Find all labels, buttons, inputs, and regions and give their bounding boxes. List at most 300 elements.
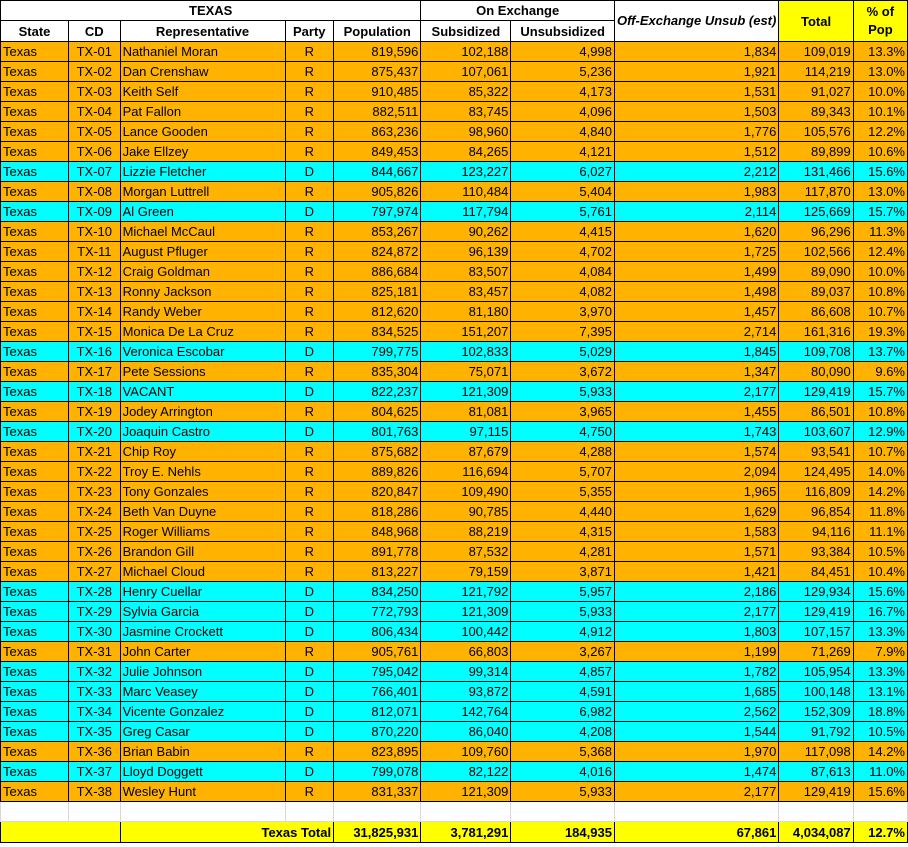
cell-pct-pop: 15.6% — [853, 162, 907, 182]
cell-cd: TX-31 — [69, 642, 121, 662]
cell-state: Texas — [1, 382, 69, 402]
cell-off-exchange: 1,583 — [614, 522, 778, 542]
cell-off-exchange: 1,544 — [614, 722, 778, 742]
cell-pct-pop: 10.6% — [853, 142, 907, 162]
cell-pct-pop: 10.0% — [853, 82, 907, 102]
cell-cd: TX-12 — [69, 262, 121, 282]
cell-unsubsidized: 5,761 — [511, 202, 615, 222]
cell-pct-pop: 15.7% — [853, 382, 907, 402]
cell-party: R — [285, 642, 334, 662]
cell-total: 105,954 — [779, 662, 853, 682]
cell-cd: TX-19 — [69, 402, 121, 422]
cell-cd: TX-38 — [69, 782, 121, 802]
cell-representative: Jake Ellzey — [120, 142, 285, 162]
cell-representative: Greg Casar — [120, 722, 285, 742]
cell-population: 848,968 — [334, 522, 421, 542]
table-row — [1, 262, 908, 282]
cell-representative: Jasmine Crockett — [120, 622, 285, 642]
cell-off-exchange: 1,571 — [614, 542, 778, 562]
cell-cd: TX-15 — [69, 322, 121, 342]
cell-representative: Dan Crenshaw — [120, 62, 285, 82]
cell-population: 844,667 — [334, 162, 421, 182]
cell-party: R — [285, 262, 334, 282]
cell-party: R — [285, 302, 334, 322]
cell-state: Texas — [1, 622, 69, 642]
cell-population: 825,181 — [334, 282, 421, 302]
cell-population: 824,872 — [334, 242, 421, 262]
cell-off-exchange: 1,474 — [614, 762, 778, 782]
cell-party: R — [285, 42, 334, 62]
cell-pct-pop: 16.7% — [853, 602, 907, 622]
cell-unsubsidized: 4,082 — [511, 282, 615, 302]
cell-unsubsidized: 5,707 — [511, 462, 615, 482]
cell-cd: TX-36 — [69, 742, 121, 762]
table-row — [1, 522, 908, 542]
cell-off-exchange: 2,177 — [614, 382, 778, 402]
cell-subsidized: 151,207 — [421, 322, 511, 342]
cell-party: R — [285, 402, 334, 422]
totals-off-exchange: 67,861 — [614, 822, 778, 843]
cell-total: 102,566 — [779, 242, 853, 262]
col-header-party: Party — [285, 21, 334, 42]
group-title: TEXAS — [1, 1, 421, 21]
cell-state: Texas — [1, 62, 69, 82]
cell-party: R — [285, 282, 334, 302]
cell-population: 891,778 — [334, 542, 421, 562]
cell-population: 820,847 — [334, 482, 421, 502]
cell-party: D — [285, 422, 334, 442]
cell-unsubsidized: 5,957 — [511, 582, 615, 602]
cell-state: Texas — [1, 102, 69, 122]
cell-cd: TX-08 — [69, 182, 121, 202]
cell-cd: TX-10 — [69, 222, 121, 242]
cell-off-exchange: 2,177 — [614, 602, 778, 622]
cell-total: 93,384 — [779, 542, 853, 562]
table-row — [1, 782, 908, 802]
col-header-cd: CD — [69, 21, 121, 42]
col-header-subsidized: Subsidized — [421, 21, 511, 42]
cell-party: R — [285, 502, 334, 522]
cell-population: 813,227 — [334, 562, 421, 582]
cell-pct-pop: 10.4% — [853, 562, 907, 582]
cell-subsidized: 79,159 — [421, 562, 511, 582]
cell-population: 797,974 — [334, 202, 421, 222]
cell-off-exchange: 1,983 — [614, 182, 778, 202]
cell-cd: TX-14 — [69, 302, 121, 322]
cell-off-exchange: 1,199 — [614, 642, 778, 662]
cell-state: Texas — [1, 442, 69, 462]
cell-off-exchange: 1,512 — [614, 142, 778, 162]
cell-state: Texas — [1, 182, 69, 202]
cell-subsidized: 116,694 — [421, 462, 511, 482]
cell-pct-pop: 13.3% — [853, 42, 907, 62]
cell-off-exchange: 2,177 — [614, 782, 778, 802]
cell-state: Texas — [1, 362, 69, 382]
cell-off-exchange: 2,114 — [614, 202, 778, 222]
cell-population: 823,895 — [334, 742, 421, 762]
cell-unsubsidized: 3,970 — [511, 302, 615, 322]
cell-cd: TX-07 — [69, 162, 121, 182]
spacer-cell — [421, 802, 511, 822]
cell-total: 87,613 — [779, 762, 853, 782]
cell-off-exchange: 1,834 — [614, 42, 778, 62]
cell-state: Texas — [1, 682, 69, 702]
cell-subsidized: 121,309 — [421, 782, 511, 802]
cell-representative: Morgan Luttrell — [120, 182, 285, 202]
cell-total: 152,309 — [779, 702, 853, 722]
cell-population: 882,511 — [334, 102, 421, 122]
cell-party: R — [285, 562, 334, 582]
table-row — [1, 382, 908, 402]
cell-cd: TX-04 — [69, 102, 121, 122]
cell-total: 114,219 — [779, 62, 853, 82]
cell-pct-pop: 11.8% — [853, 502, 907, 522]
cell-representative: Pete Sessions — [120, 362, 285, 382]
col-header-representative: Representative — [120, 21, 285, 42]
cell-subsidized: 75,071 — [421, 362, 511, 382]
cell-subsidized: 96,139 — [421, 242, 511, 262]
cell-off-exchange: 1,685 — [614, 682, 778, 702]
cell-total: 100,148 — [779, 682, 853, 702]
cell-representative: Ronny Jackson — [120, 282, 285, 302]
cell-off-exchange: 1,620 — [614, 222, 778, 242]
cell-unsubsidized: 5,236 — [511, 62, 615, 82]
table-row — [1, 422, 908, 442]
table-row — [1, 722, 908, 742]
cell-off-exchange: 1,725 — [614, 242, 778, 262]
cell-off-exchange: 1,921 — [614, 62, 778, 82]
cell-subsidized: 85,322 — [421, 82, 511, 102]
cell-party: R — [285, 82, 334, 102]
cell-state: Texas — [1, 462, 69, 482]
cell-population: 849,453 — [334, 142, 421, 162]
cell-cd: TX-24 — [69, 502, 121, 522]
cell-total: 117,098 — [779, 742, 853, 762]
cell-total: 93,541 — [779, 442, 853, 462]
cell-subsidized: 142,764 — [421, 702, 511, 722]
cell-unsubsidized: 4,288 — [511, 442, 615, 462]
cell-total: 96,296 — [779, 222, 853, 242]
table-row — [1, 202, 908, 222]
cell-party: D — [285, 602, 334, 622]
cell-party: D — [285, 622, 334, 642]
cell-representative: Pat Fallon — [120, 102, 285, 122]
cell-party: R — [285, 322, 334, 342]
table-row — [1, 222, 908, 242]
cell-representative: Brian Babin — [120, 742, 285, 762]
cell-pct-pop: 13.0% — [853, 62, 907, 82]
spacer-cell — [1, 802, 69, 822]
table-row — [1, 462, 908, 482]
cell-subsidized: 82,122 — [421, 762, 511, 782]
cell-population: 853,267 — [334, 222, 421, 242]
table-row — [1, 42, 908, 62]
cell-unsubsidized: 4,702 — [511, 242, 615, 262]
cell-total: 86,608 — [779, 302, 853, 322]
cell-subsidized: 81,081 — [421, 402, 511, 422]
cell-subsidized: 84,265 — [421, 142, 511, 162]
cell-subsidized: 83,745 — [421, 102, 511, 122]
cell-population: 889,826 — [334, 462, 421, 482]
table-row — [1, 582, 908, 602]
cell-unsubsidized: 4,121 — [511, 142, 615, 162]
cell-pct-pop: 7.9% — [853, 642, 907, 662]
cell-representative: Julie Johnson — [120, 662, 285, 682]
cell-representative: Lloyd Doggett — [120, 762, 285, 782]
cell-representative: John Carter — [120, 642, 285, 662]
cell-pct-pop: 10.7% — [853, 442, 907, 462]
cell-total: 117,870 — [779, 182, 853, 202]
spacer-cell — [614, 802, 778, 822]
cell-state: Texas — [1, 582, 69, 602]
table-row — [1, 742, 908, 762]
table-row — [1, 642, 908, 662]
cell-state: Texas — [1, 42, 69, 62]
cell-pct-pop: 11.3% — [853, 222, 907, 242]
cell-cd: TX-18 — [69, 382, 121, 402]
cell-state: Texas — [1, 602, 69, 622]
cell-unsubsidized: 5,404 — [511, 182, 615, 202]
cell-party: R — [285, 522, 334, 542]
cell-state: Texas — [1, 742, 69, 762]
cell-party: R — [285, 102, 334, 122]
cell-unsubsidized: 6,027 — [511, 162, 615, 182]
header-row-top — [1, 1, 908, 21]
cell-pct-pop: 10.8% — [853, 402, 907, 422]
cell-off-exchange: 1,782 — [614, 662, 778, 682]
cell-off-exchange: 1,455 — [614, 402, 778, 422]
cell-pct-pop: 15.6% — [853, 782, 907, 802]
spacer-cell — [120, 802, 285, 822]
cell-state: Texas — [1, 562, 69, 582]
cell-subsidized: 117,794 — [421, 202, 511, 222]
cell-cd: TX-11 — [69, 242, 121, 262]
table-row — [1, 62, 908, 82]
cell-representative: Monica De La Cruz — [120, 322, 285, 342]
table-row — [1, 622, 908, 642]
table-row — [1, 602, 908, 622]
table-row — [1, 142, 908, 162]
cell-population: 801,763 — [334, 422, 421, 442]
cell-total: 124,495 — [779, 462, 853, 482]
cell-unsubsidized: 5,933 — [511, 602, 615, 622]
cell-cd: TX-27 — [69, 562, 121, 582]
totals-subsidized: 3,781,291 — [421, 822, 511, 843]
cell-total: 91,792 — [779, 722, 853, 742]
totals-total: 4,034,087 — [779, 822, 853, 843]
cell-total: 96,854 — [779, 502, 853, 522]
cell-pct-pop: 11.0% — [853, 762, 907, 782]
cell-population: 804,625 — [334, 402, 421, 422]
cell-party: R — [285, 462, 334, 482]
cell-state: Texas — [1, 122, 69, 142]
cell-subsidized: 86,040 — [421, 722, 511, 742]
cell-cd: TX-21 — [69, 442, 121, 462]
cell-cd: TX-09 — [69, 202, 121, 222]
cell-subsidized: 110,484 — [421, 182, 511, 202]
cell-party: D — [285, 662, 334, 682]
cell-cd: TX-06 — [69, 142, 121, 162]
cell-population: 812,620 — [334, 302, 421, 322]
cell-population: 910,485 — [334, 82, 421, 102]
cell-party: R — [285, 62, 334, 82]
spacer-row — [1, 802, 908, 822]
cell-party: R — [285, 442, 334, 462]
cell-representative: Henry Cuellar — [120, 582, 285, 602]
cell-representative: Randy Weber — [120, 302, 285, 322]
cell-population: 834,525 — [334, 322, 421, 342]
cell-unsubsidized: 4,440 — [511, 502, 615, 522]
cell-total: 94,116 — [779, 522, 853, 542]
cell-off-exchange: 1,421 — [614, 562, 778, 582]
cell-off-exchange: 1,457 — [614, 302, 778, 322]
cell-total: 86,501 — [779, 402, 853, 422]
cell-population: 818,286 — [334, 502, 421, 522]
cell-unsubsidized: 4,281 — [511, 542, 615, 562]
cell-state: Texas — [1, 642, 69, 662]
cell-unsubsidized: 5,029 — [511, 342, 615, 362]
cell-cd: TX-20 — [69, 422, 121, 442]
cell-subsidized: 121,792 — [421, 582, 511, 602]
cell-state: Texas — [1, 502, 69, 522]
cell-unsubsidized: 4,315 — [511, 522, 615, 542]
cell-unsubsidized: 3,267 — [511, 642, 615, 662]
total-header: Total — [779, 1, 853, 42]
spacer-cell — [853, 802, 907, 822]
cell-unsubsidized: 3,965 — [511, 402, 615, 422]
cell-subsidized: 90,785 — [421, 502, 511, 522]
table-row — [1, 302, 908, 322]
cell-cd: TX-01 — [69, 42, 121, 62]
cell-party: R — [285, 362, 334, 382]
cell-pct-pop: 11.1% — [853, 522, 907, 542]
cell-off-exchange: 2,186 — [614, 582, 778, 602]
totals-label: Texas Total — [120, 822, 334, 843]
cell-population: 834,250 — [334, 582, 421, 602]
cell-subsidized: 66,803 — [421, 642, 511, 662]
cell-cd: TX-25 — [69, 522, 121, 542]
cell-off-exchange: 1,845 — [614, 342, 778, 362]
cell-pct-pop: 10.5% — [853, 722, 907, 742]
cell-off-exchange: 1,629 — [614, 502, 778, 522]
cell-unsubsidized: 4,084 — [511, 262, 615, 282]
cell-cd: TX-33 — [69, 682, 121, 702]
cell-population: 806,434 — [334, 622, 421, 642]
cell-party: D — [285, 682, 334, 702]
table-row — [1, 342, 908, 362]
table-row — [1, 242, 908, 262]
cell-state: Texas — [1, 482, 69, 502]
cell-population: 766,401 — [334, 682, 421, 702]
cell-party: R — [285, 182, 334, 202]
cell-state: Texas — [1, 242, 69, 262]
on-exchange-header: On Exchange — [421, 1, 615, 21]
cell-pct-pop: 14.2% — [853, 482, 907, 502]
cell-subsidized: 121,309 — [421, 382, 511, 402]
cell-pct-pop: 10.1% — [853, 102, 907, 122]
table-row — [1, 502, 908, 522]
cell-party: D — [285, 342, 334, 362]
spacer-cell — [511, 802, 615, 822]
cell-state: Texas — [1, 782, 69, 802]
cell-pct-pop: 12.2% — [853, 122, 907, 142]
cell-representative: Chip Roy — [120, 442, 285, 462]
cell-unsubsidized: 4,857 — [511, 662, 615, 682]
cell-state: Texas — [1, 662, 69, 682]
cell-subsidized: 102,833 — [421, 342, 511, 362]
cell-unsubsidized: 5,355 — [511, 482, 615, 502]
table-row — [1, 682, 908, 702]
cell-total: 109,708 — [779, 342, 853, 362]
cell-pct-pop: 14.0% — [853, 462, 907, 482]
cell-pct-pop: 10.7% — [853, 302, 907, 322]
cell-party: D — [285, 202, 334, 222]
cell-party: D — [285, 762, 334, 782]
cell-total: 105,576 — [779, 122, 853, 142]
table-row — [1, 162, 908, 182]
col-header-population: Population — [334, 21, 421, 42]
cell-representative: Lance Gooden — [120, 122, 285, 142]
spacer-cell — [779, 802, 853, 822]
col-header-state: State — [1, 21, 69, 42]
table-row — [1, 282, 908, 302]
cell-representative: Michael Cloud — [120, 562, 285, 582]
cell-population: 875,437 — [334, 62, 421, 82]
cell-unsubsidized: 4,016 — [511, 762, 615, 782]
cell-subsidized: 83,457 — [421, 282, 511, 302]
cell-population: 799,775 — [334, 342, 421, 362]
col-header-unsubsidized: Unsubsidized — [511, 21, 615, 42]
cell-total: 129,419 — [779, 382, 853, 402]
cell-party: R — [285, 782, 334, 802]
cell-population: 799,078 — [334, 762, 421, 782]
cell-pct-pop: 13.1% — [853, 682, 907, 702]
table-row — [1, 102, 908, 122]
cell-population: 795,042 — [334, 662, 421, 682]
cell-population: 812,071 — [334, 702, 421, 722]
cell-population: 870,220 — [334, 722, 421, 742]
cell-unsubsidized: 4,096 — [511, 102, 615, 122]
cell-unsubsidized: 5,933 — [511, 782, 615, 802]
cell-pct-pop: 15.6% — [853, 582, 907, 602]
cell-state: Texas — [1, 722, 69, 742]
cell-population: 905,826 — [334, 182, 421, 202]
cell-total: 91,027 — [779, 82, 853, 102]
cell-cd: TX-03 — [69, 82, 121, 102]
cell-population: 831,337 — [334, 782, 421, 802]
cell-population: 863,236 — [334, 122, 421, 142]
cell-representative: August Pfluger — [120, 242, 285, 262]
cell-unsubsidized: 4,840 — [511, 122, 615, 142]
cell-party: R — [285, 482, 334, 502]
cell-population: 875,682 — [334, 442, 421, 462]
cell-unsubsidized: 4,750 — [511, 422, 615, 442]
cell-off-exchange: 1,965 — [614, 482, 778, 502]
cell-total: 161,316 — [779, 322, 853, 342]
cell-representative: Beth Van Duyne — [120, 502, 285, 522]
cell-subsidized: 97,115 — [421, 422, 511, 442]
cell-subsidized: 93,872 — [421, 682, 511, 702]
cell-representative: Michael McCaul — [120, 222, 285, 242]
cell-pct-pop: 9.6% — [853, 362, 907, 382]
cell-representative: Vicente Gonzalez — [120, 702, 285, 722]
cell-total: 129,934 — [779, 582, 853, 602]
cell-state: Texas — [1, 222, 69, 242]
cell-state: Texas — [1, 302, 69, 322]
cell-pct-pop: 14.2% — [853, 742, 907, 762]
cell-unsubsidized: 3,871 — [511, 562, 615, 582]
cell-subsidized: 83,507 — [421, 262, 511, 282]
